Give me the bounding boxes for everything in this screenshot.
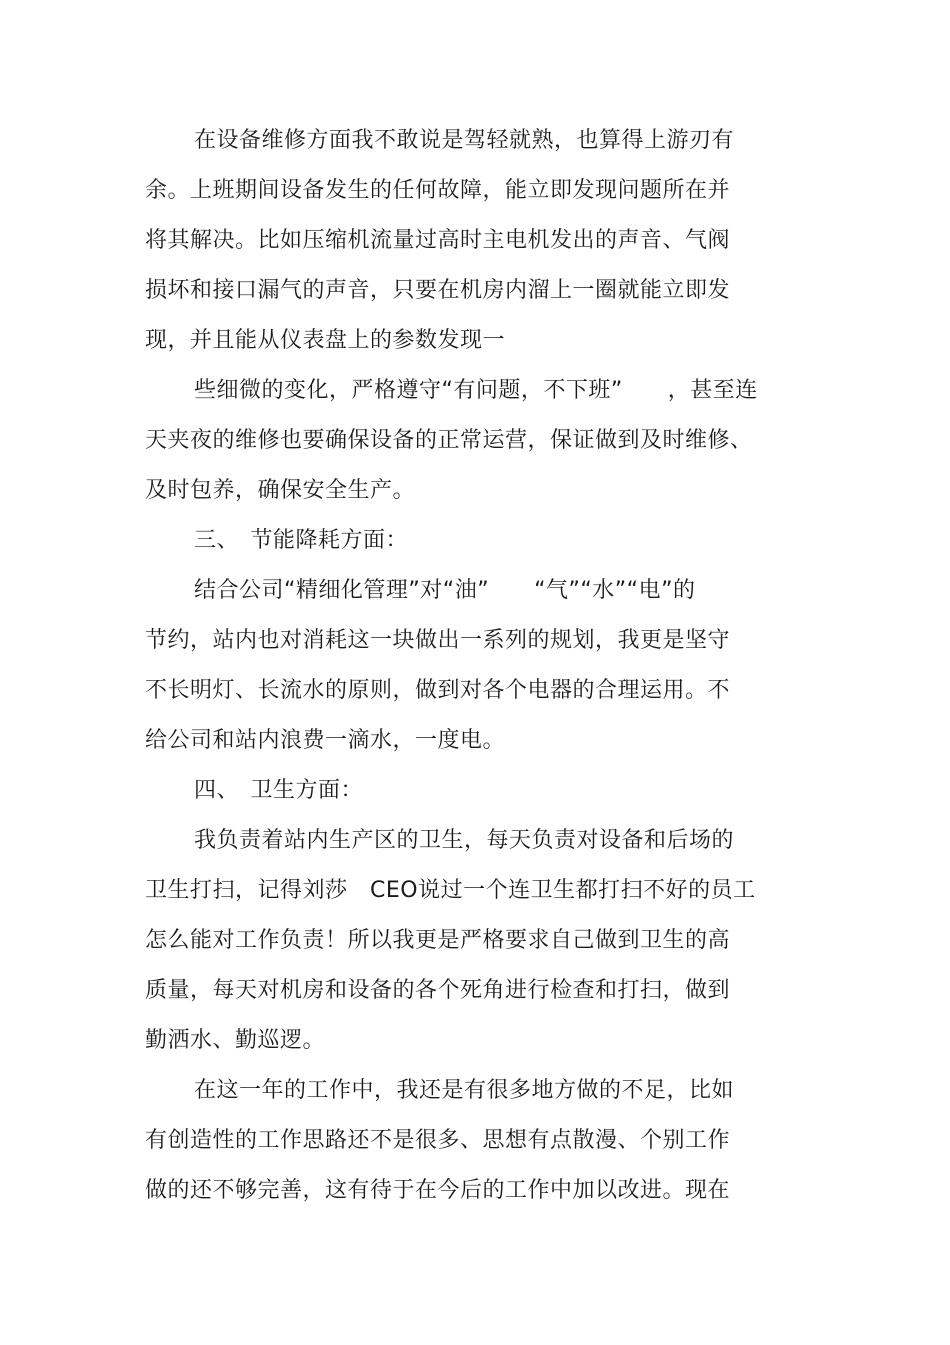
paragraph-line: 及时包养，确保安全生产。	[145, 478, 416, 503]
paragraph-line: 有创造性的工作思路还不是很多、思想有点散漫、个别工作	[145, 1128, 731, 1153]
paragraph-line: 我负责着站内生产区的卫生，每天负责对设备和后场的	[194, 828, 735, 853]
section-heading: 四、 卫生方面：	[194, 778, 364, 803]
paragraph-line: 些细微的变化，严格遵守“有问题，不下班” ，甚至连	[194, 378, 758, 403]
paragraph-line: 质量，每天对机房和设备的各个死角进行检查和打扫，做到	[145, 978, 731, 1003]
paragraph-line: 怎么能对工作负责！所以我更是严格要求自己做到卫生的高	[145, 928, 731, 953]
paragraph-line: 结合公司“精细化管理”对“油” “气”“水”“电”的	[194, 578, 696, 603]
paragraph-line: 不长明灯、长流水的原则，做到对各个电器的合理运用。不	[145, 678, 731, 703]
paragraph-line: 将其解决。比如压缩机流量过高时主电机发出的声音、气阀	[145, 228, 731, 253]
paragraph-line: 节约，站内也对消耗这一块做出一系列的规划，我更是坚守	[145, 628, 731, 653]
section-heading: 三、 节能降耗方面：	[194, 528, 409, 553]
paragraph-line: 天夹夜的维修也要确保设备的正常运营，保证做到及时维修、	[145, 428, 753, 453]
paragraph-line: 卫生打扫，记得刘莎 CEO说过一个连卫生都打扫不好的员工	[145, 878, 756, 903]
paragraph-line: 余。上班期间设备发生的任何故障，能立即发现问题所在并	[145, 178, 731, 203]
paragraph-line: 现，并且能从仪表盘上的参数发现一	[145, 328, 506, 353]
paragraph-line: 在这一年的工作中，我还是有很多地方做的不足，比如	[194, 1078, 735, 1103]
paragraph-line: 在设备维修方面我不敢说是驾轻就熟，也算得上游刃有	[194, 128, 735, 153]
paragraph-line: 给公司和站内浪费一滴水，一度电。	[145, 728, 506, 753]
paragraph-line: 损坏和接口漏气的声音，只要在机房内溜上一圈就能立即发	[145, 278, 731, 303]
paragraph-line: 做的还不够完善，这有待于在今后的工作中加以改进。现在	[145, 1178, 731, 1203]
paragraph-line: 勤洒水、勤巡逻。	[145, 1028, 326, 1053]
